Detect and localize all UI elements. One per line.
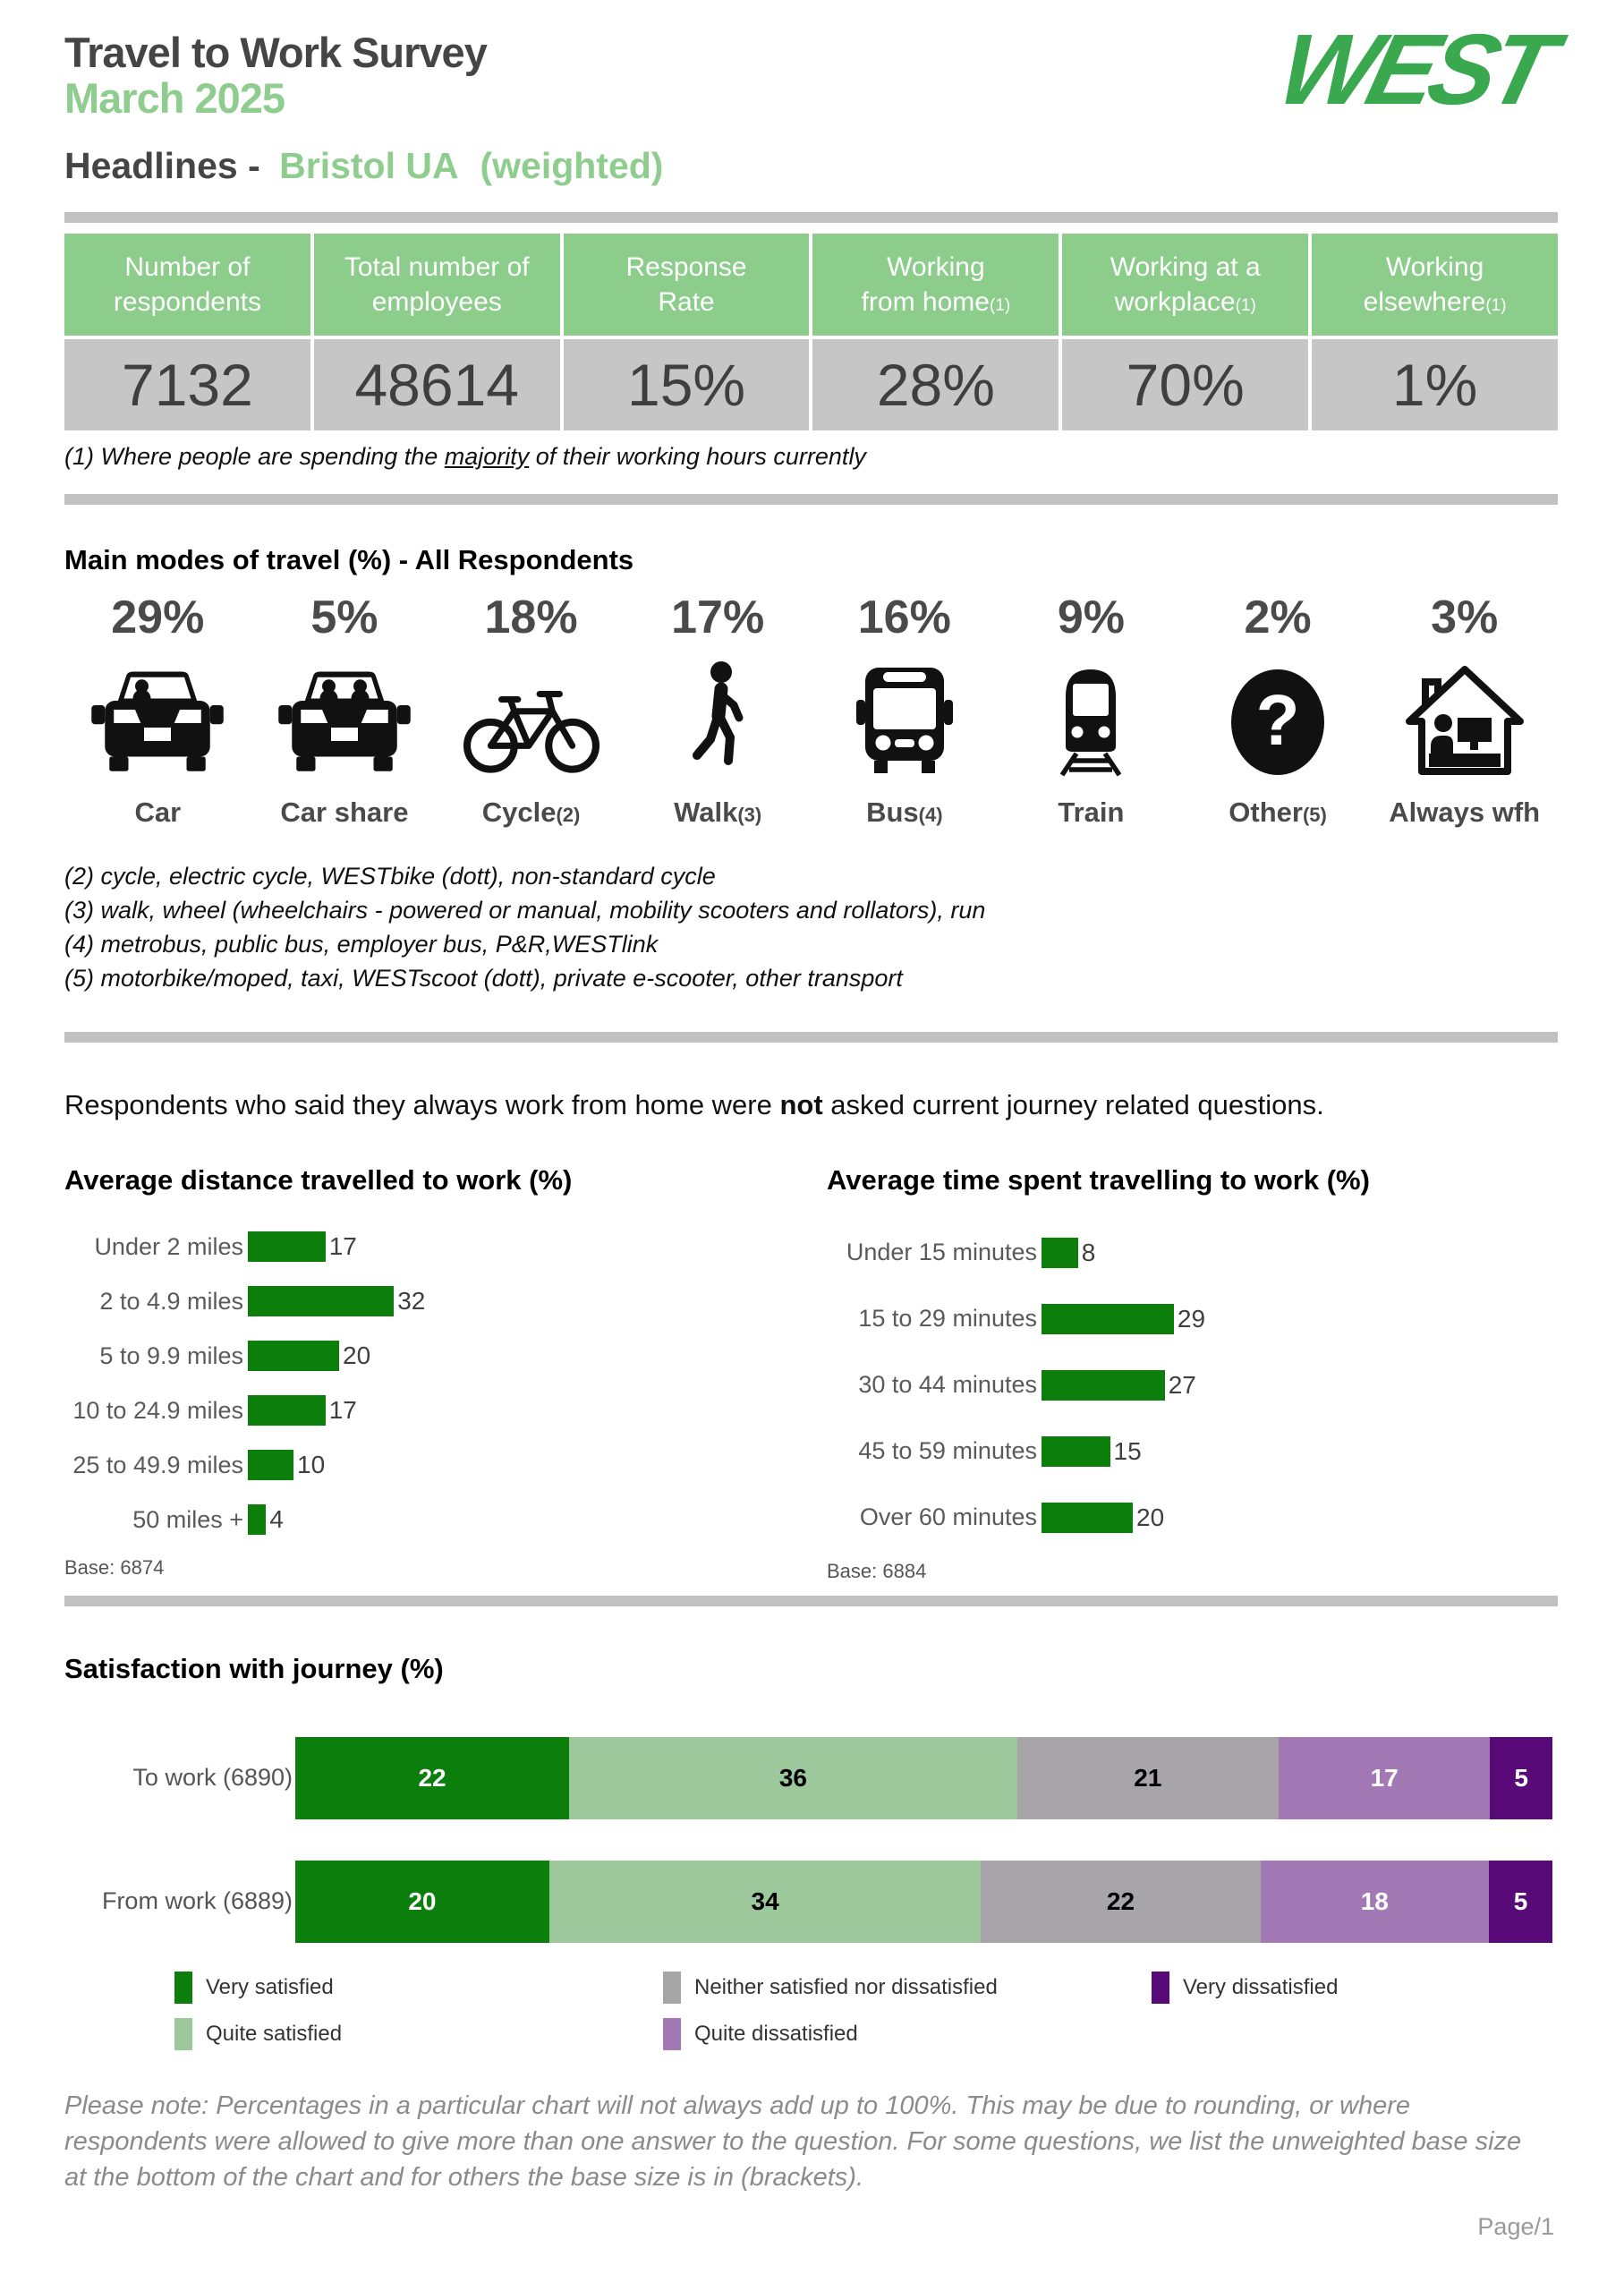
stat-value: 70%	[1062, 339, 1308, 430]
headline-prefix: Headlines -	[64, 144, 260, 186]
stat-column	[64, 234, 310, 430]
bar	[1042, 1370, 1165, 1401]
section-divider	[64, 212, 1558, 223]
bar-category-label: 30 to 44 minutes	[858, 1371, 1037, 1399]
stacked-bar-segment: 17	[1279, 1737, 1490, 1819]
legend-label: Very dissatisfied	[1183, 1974, 1339, 1999]
mode-item	[438, 591, 625, 829]
stat-header	[1312, 234, 1558, 336]
bar-value-label: 20	[343, 1341, 371, 1370]
stacked-bar-segment: 22	[295, 1737, 569, 1819]
bar-category-label: Over 60 minutes	[859, 1503, 1037, 1531]
bar-category-label: 2 to 4.9 miles	[99, 1287, 243, 1315]
wfh-note	[64, 1089, 1558, 1121]
legend-swatch	[1152, 1972, 1169, 2004]
legend-swatch	[663, 2018, 681, 2050]
stat-column	[1062, 234, 1308, 430]
distance-chart-base: Base: 6874	[64, 1555, 165, 1579]
bar-value-label: 17	[328, 1232, 357, 1261]
train-icon	[1046, 664, 1135, 777]
legend-label: Quite satisfied	[206, 2021, 343, 2046]
legend-label: Neither satisfied nor dissatisfied	[694, 1974, 998, 1999]
bar	[1042, 1304, 1174, 1334]
legend-label: Very satisfied	[206, 1974, 334, 1999]
wfh-note-post: asked current journey related questions.	[822, 1088, 1324, 1120]
legend-column	[174, 1972, 663, 2050]
mode-percent: 29%	[111, 591, 205, 643]
distance-chart	[64, 1164, 827, 1583]
mode-percent: 9%	[1057, 591, 1126, 643]
headline-weighted: (weighted)	[480, 144, 664, 186]
mode-percent: 17%	[671, 591, 765, 643]
bar	[248, 1504, 266, 1535]
stat-header-line: Working	[1385, 251, 1484, 282]
stacked-bar-segment: 34	[549, 1861, 982, 1943]
bar-row	[827, 1220, 1558, 1286]
mode-label: Car share	[280, 796, 409, 828]
mode-footnote-line: (2) cycle, electric cycle, WESTbike (dott), non-standard cycle	[64, 862, 716, 890]
stats-footnote-pre: (1) Where people are spending the	[64, 442, 445, 470]
bar-value-label: 29	[1177, 1304, 1206, 1333]
mode-item	[998, 591, 1185, 829]
mode-label: Cycle(2)	[481, 796, 581, 828]
satisfaction-chart-title: Satisfaction with journey (%)	[64, 1652, 444, 1684]
car-share-icon	[277, 664, 412, 777]
stat-column	[314, 234, 560, 430]
stat-column	[1312, 234, 1558, 430]
section-divider	[64, 1032, 1558, 1043]
time-chart	[827, 1164, 1558, 1583]
section-divider	[64, 1596, 1558, 1606]
bar	[1042, 1436, 1110, 1467]
cycle-icon	[463, 664, 599, 777]
stacked-bar-segment: 36	[569, 1737, 1017, 1819]
stat-value: 7132	[64, 339, 310, 430]
page-number: Page/1	[1477, 2213, 1554, 2240]
bar	[248, 1341, 339, 1371]
mode-item	[1185, 591, 1372, 829]
mode-footnote-line: (5) motorbike/moped, taxi, WESTscoot (dott), private e-scooter, other transport	[64, 965, 903, 992]
mode-label: Always wfh	[1389, 796, 1541, 828]
bar-category-label: Under 2 miles	[94, 1232, 243, 1260]
mode-item	[251, 591, 438, 829]
stacked-bar-category-label: From work (6889)	[101, 1887, 293, 1915]
bar	[248, 1231, 326, 1262]
stacked-bar-segment: 5	[1490, 1737, 1552, 1819]
walk-icon	[684, 664, 751, 777]
time-chart-base: Base: 6884	[827, 1559, 927, 1582]
stat-footnote-ref: (1)	[989, 295, 1011, 315]
stat-header	[314, 234, 560, 336]
bus-icon	[855, 664, 955, 777]
stat-header	[64, 234, 310, 336]
satisfaction-chart	[64, 1737, 1558, 1943]
stat-column	[812, 234, 1059, 430]
mode-percent: 3%	[1431, 591, 1499, 643]
bar-value-label: 4	[269, 1505, 284, 1534]
bar-row	[64, 1493, 827, 1547]
stat-header-line: Response	[625, 251, 747, 282]
stat-value: 1%	[1312, 339, 1558, 430]
mode-footnote-line: (3) walk, wheel (wheelchairs - powered or manual, mobility scooters and rollators), run	[64, 896, 986, 924]
headline-stats-table	[64, 234, 1558, 430]
legend-item	[174, 1972, 663, 2004]
bar	[1042, 1503, 1133, 1533]
stacked-bar	[295, 1861, 1552, 1943]
bar-category-label: 25 to 49.9 miles	[72, 1451, 243, 1478]
legend-swatch	[663, 1972, 681, 2004]
headline	[64, 145, 1558, 187]
mode-label: Car	[134, 796, 182, 828]
bar-row	[64, 1438, 827, 1493]
bar	[248, 1286, 394, 1316]
wfh-note-bold: not	[779, 1088, 823, 1120]
stacked-bar-row	[64, 1737, 1558, 1819]
bar-row	[827, 1485, 1558, 1551]
mode-footnote-ref: (5)	[1302, 803, 1327, 826]
legend-label: Quite dissatisfied	[694, 2021, 858, 2046]
time-chart-bars	[827, 1220, 1558, 1551]
bar-row	[64, 1220, 827, 1274]
stat-header-line: elsewhere(1)	[1363, 286, 1507, 317]
legend-column	[1152, 1972, 1624, 2050]
bar-row	[64, 1329, 827, 1384]
bar-category-label: 50 miles +	[132, 1505, 243, 1533]
legend-swatch	[174, 2018, 192, 2050]
mode-item	[64, 591, 251, 829]
bar-value-label: 8	[1081, 1238, 1096, 1266]
bar-category-label: Under 15 minutes	[846, 1239, 1037, 1266]
bar-category-label: 5 to 9.9 miles	[99, 1341, 243, 1369]
bar-row	[827, 1418, 1558, 1485]
mode-footnote-line: (4) metrobus, public bus, employer bus, P&R,WESTlink	[64, 931, 659, 958]
bar-category-label: 15 to 29 minutes	[858, 1305, 1037, 1333]
stat-value: 28%	[812, 339, 1059, 430]
mode-item	[625, 591, 812, 829]
stacked-bar-segment: 21	[1017, 1737, 1279, 1819]
satisfaction-legend	[64, 1972, 1558, 2050]
bar-value-label: 17	[328, 1396, 357, 1425]
wfh-note-pre: Respondents who said they always work from home were	[64, 1088, 780, 1120]
stacked-bar-segment: 20	[295, 1861, 549, 1943]
legend-item	[174, 2018, 663, 2050]
stat-value: 48614	[314, 339, 560, 430]
mode-percent: 2%	[1244, 591, 1312, 643]
west-logo: WEST	[1269, 13, 1561, 125]
mode-footnote-ref: (3)	[737, 803, 762, 826]
mode-item	[812, 591, 999, 829]
stat-header-line: from home(1)	[861, 286, 1011, 317]
stacked-bar-segment: 5	[1489, 1861, 1552, 1943]
stats-footnote	[64, 443, 1558, 471]
legend-item	[1152, 1972, 1624, 2004]
stat-value: 15%	[564, 339, 810, 430]
bar-category-label: 10 to 24.9 miles	[72, 1396, 243, 1424]
modes-footnotes	[64, 859, 1558, 996]
bar-row	[827, 1352, 1558, 1418]
bar-row	[64, 1274, 827, 1329]
bar-value-label: 20	[1136, 1503, 1165, 1531]
page-subtitle: March 2025	[64, 73, 285, 122]
bar-category-label: 45 to 59 minutes	[858, 1437, 1037, 1465]
time-chart-title: Average time spent travelling to work (%)	[827, 1163, 1370, 1196]
bar-row	[64, 1384, 827, 1438]
page-title: Travel to Work Survey	[64, 29, 487, 76]
legend-item	[663, 1972, 1152, 2004]
stat-header-line: respondents	[113, 286, 261, 317]
legend-item	[663, 2018, 1152, 2050]
bar	[248, 1395, 326, 1426]
distance-chart-bars	[64, 1220, 827, 1547]
bar-value-label: 15	[1113, 1436, 1142, 1465]
stat-footnote-ref: (1)	[1235, 295, 1256, 315]
mode-percent: 5%	[310, 591, 378, 643]
please-note-text: Please note: Percentages in a particular chart will not always add up to 100%. This may be due to rounding, or where respondents were allowed to give more than one answer to the question. For some questions, we list the unweighted base size at the bottom of the chart and for others the base size is in (brackets).	[64, 2091, 1522, 2192]
svg-text:?: ?	[1255, 679, 1300, 760]
mode-percent: 18%	[484, 591, 578, 643]
stat-header-line: employees	[371, 286, 502, 317]
bar-value-label: 27	[1168, 1370, 1196, 1399]
stat-header-line: Working	[887, 251, 985, 282]
mode-label: Bus(4)	[866, 796, 943, 828]
stacked-bar-segment: 22	[981, 1861, 1260, 1943]
stats-footnote-post: of their working hours currently	[529, 442, 866, 470]
mode-percent: 16%	[857, 591, 951, 643]
legend-swatch	[174, 1972, 192, 2004]
stacked-bar-segment: 18	[1261, 1861, 1489, 1943]
stat-header-line: workplace(1)	[1114, 286, 1256, 317]
mode-item	[1371, 591, 1558, 829]
stacked-bar	[295, 1737, 1552, 1819]
stat-column	[564, 234, 810, 430]
distance-chart-title: Average distance travelled to work (%)	[64, 1163, 573, 1196]
stat-header-line: Total number of	[344, 251, 530, 282]
mode-footnote-ref: (2)	[556, 803, 581, 826]
bar-value-label: 10	[297, 1451, 326, 1479]
stat-header-line: Rate	[658, 286, 715, 317]
headline-area: Bristol UA	[279, 144, 458, 186]
bar-charts-section	[64, 1164, 1558, 1583]
stacked-bar-row	[64, 1861, 1558, 1943]
modes-row	[64, 591, 1558, 829]
bar	[248, 1450, 293, 1480]
section-divider	[64, 494, 1558, 505]
stat-header	[564, 234, 810, 336]
stacked-bar-category-label: To work (6890)	[132, 1764, 293, 1792]
other-icon	[1229, 664, 1326, 777]
mode-label: Walk(3)	[674, 796, 762, 828]
modes-section-title: Main modes of travel (%) - All Respondents	[64, 543, 634, 575]
wfh-icon	[1402, 664, 1527, 777]
mode-label: Other(5)	[1229, 796, 1327, 828]
stat-header-line: Working at a	[1110, 251, 1261, 282]
stat-footnote-ref: (1)	[1485, 295, 1507, 315]
stats-footnote-underlined: majority	[444, 442, 530, 470]
stat-header	[1062, 234, 1308, 336]
bar	[1042, 1238, 1078, 1268]
mode-footnote-ref: (4)	[918, 803, 943, 826]
bar-value-label: 32	[397, 1287, 426, 1316]
mode-label: Train	[1058, 796, 1125, 828]
stat-header	[812, 234, 1059, 336]
legend-column	[663, 1972, 1152, 2050]
car-icon	[90, 664, 225, 777]
bar-row	[827, 1286, 1558, 1352]
stat-header-line: Number of	[124, 251, 251, 282]
